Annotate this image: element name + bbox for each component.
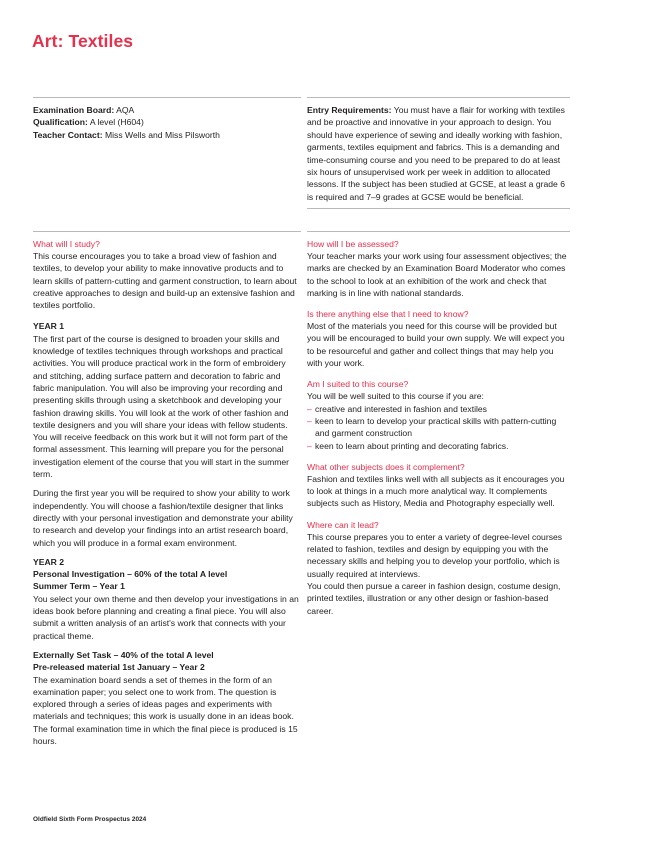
suited-heading: Am I suited to this course? [307, 379, 409, 390]
dash-bullet: – [307, 440, 312, 451]
year1-paragraph-1: The first part of the course is designed to broaden your skills and knowledge of textiles techniques through workshops and practical activities. You will produce practical work in the form of embroidery and stitching, adding surface pattern and decoration to fabric and fabric manipulation. You will also be improving your recording and presenting skills through using a sketchbook and developing your fashion drawing skills. You will look at the work of other fashion and textile designers and you will share your ideas with fellow students. You will receive feedback on this work but it will not form part of the formal assessment. This learning will prepare you for the personal investigation element of the course that you will start in the summer term. [33, 333, 290, 480]
teacher-contact-label: Teacher Contact: [33, 129, 103, 140]
year2-heading: YEAR 2 [33, 556, 65, 567]
assessment-section [307, 238, 570, 299]
year1-heading: YEAR 1 [33, 321, 65, 332]
list-item [307, 415, 570, 440]
teacher-contact-row [33, 129, 301, 141]
study-text: This course encourages you to take a broad view of fashion and textiles, to develop your ability to make innovative products and to learn skills of pattern-cutting and garment construction, to learn about creative approaches to design and build-up an extensive fashion and textiles portfolio. [33, 251, 297, 311]
assessment-heading: How will I be assessed? [307, 239, 399, 249]
lead-section [307, 519, 570, 617]
exam-board-value: AQA [116, 105, 135, 115]
externally-set-task-text: The examination board sends a set of themes in the form of an examination paper; you select one to work from. The question is explored through a series of ideas pages and experiments with materials and techniques; this work is usually done in an ideas book. The formal examination time in which the final piece is produced is 15 hours. [33, 674, 298, 746]
complement-text: Fashion and textiles links well with all subjects as it encourages you to look at things in a much more analytical way. It complements subjects such as History, Media and Photography especially well. [307, 473, 565, 509]
personal-investigation-heading: Personal Investigation – 60% of the total A level [33, 569, 228, 580]
study-heading: What will I study? [33, 239, 100, 249]
anything-else-heading: Is there anything else that I need to know? [307, 309, 469, 320]
year1-paragraph-2: During the first year you will be required to show your ability to work independently. You will choose a fashion/textile designer that links directly with your personal investigation and demonstrate your ability to research and develop your findings into an artist research board, which you will produce in a formal exam environment. [33, 488, 293, 548]
entry-requirements-label: Entry Requirements: [307, 105, 392, 115]
dash-bullet: – [307, 403, 312, 414]
dash-bullet: – [307, 415, 312, 426]
teacher-contact-value: Miss Wells and Miss Pilsworth [104, 129, 220, 140]
anything-else-section [307, 308, 570, 369]
study-section [33, 238, 301, 311]
complement-heading: What other subjects does it complement? [307, 461, 465, 472]
qualification-row [33, 116, 301, 128]
lead-paragraph-1: This course prepares you to enter a variety of degree-level courses related to fashion, textiles and design by equipping you with the necessary skills and helping you to develop your portfolio, which is usually required at interviews. [307, 531, 563, 579]
lead-paragraph-2: You could then pursue a career in fashion design, costume design, printed textiles, illustration or any other design or fashion-based career. [307, 580, 561, 616]
entry-requirements-text: You must have a flair for working with textiles and be proactive and innovative in your approach to design. You should have experience of sewing and ideally working with fashion, garments, textiles equipment and fabrics. This is a demanding and time-consuming course and you need to be prepared to do at least six hours of unsupervised work per week in addition to allocated lessons. If the subject has been studied at GCSE, at least a grade 6 is required and 7–9 grades at GCSE would be beneficial. [307, 105, 565, 202]
suited-list [307, 403, 570, 452]
exam-board-row [33, 104, 301, 116]
right-column [307, 231, 570, 626]
list-item-text: creative and interested in fashion and textiles [315, 403, 487, 414]
qualification-value: A level (H604) [89, 117, 144, 128]
list-item-text: keen to learn to develop your practical skills with pattern-cutting and garment construction [315, 415, 557, 439]
externally-set-task-subheading: Pre-released material 1st January – Year 2 [33, 662, 205, 673]
list-item [307, 440, 570, 452]
list-item-text: keen to learn about printing and decorating fabrics. [315, 440, 509, 451]
suited-intro: You will be well suited to this course if you are: [307, 391, 484, 402]
suited-section [307, 378, 570, 451]
personal-investigation-text: You select your own theme and then develop your investigations in an ideas book before planning and creating a final piece. You will also submit a written analysis of an artist's work that connects with your practical theme. [33, 593, 299, 641]
page-footer: Oldfield Sixth Form Prospectus 2024 [33, 816, 147, 823]
qualification-label: Qualification: [33, 117, 88, 128]
externally-set-task-heading: Externally Set Task – 40% of the total A level [33, 649, 214, 660]
left-column [33, 231, 301, 754]
complement-section [307, 461, 570, 510]
course-info [33, 97, 301, 141]
anything-else-text: Most of the materials you need for this course will be provided but you will be encouraged to build your own supply. We will expect you to be resourceful and gather and collect things that may help you with your work. [307, 321, 565, 369]
personal-investigation-subheading: Summer Term – Year 1 [33, 581, 125, 592]
assessment-text: Your teacher marks your work using four assessment objectives; the marks are checked by an Examination Board Moderator who comes to the school to look at an exhibition of the work and check that marking is in line with national standards. [307, 251, 567, 298]
lead-heading: Where can it lead? [307, 519, 379, 530]
page-title: Art: Textiles [32, 31, 134, 51]
entry-requirements [307, 97, 570, 209]
list-item [307, 403, 570, 415]
exam-board-label: Examination Board: [33, 105, 115, 115]
